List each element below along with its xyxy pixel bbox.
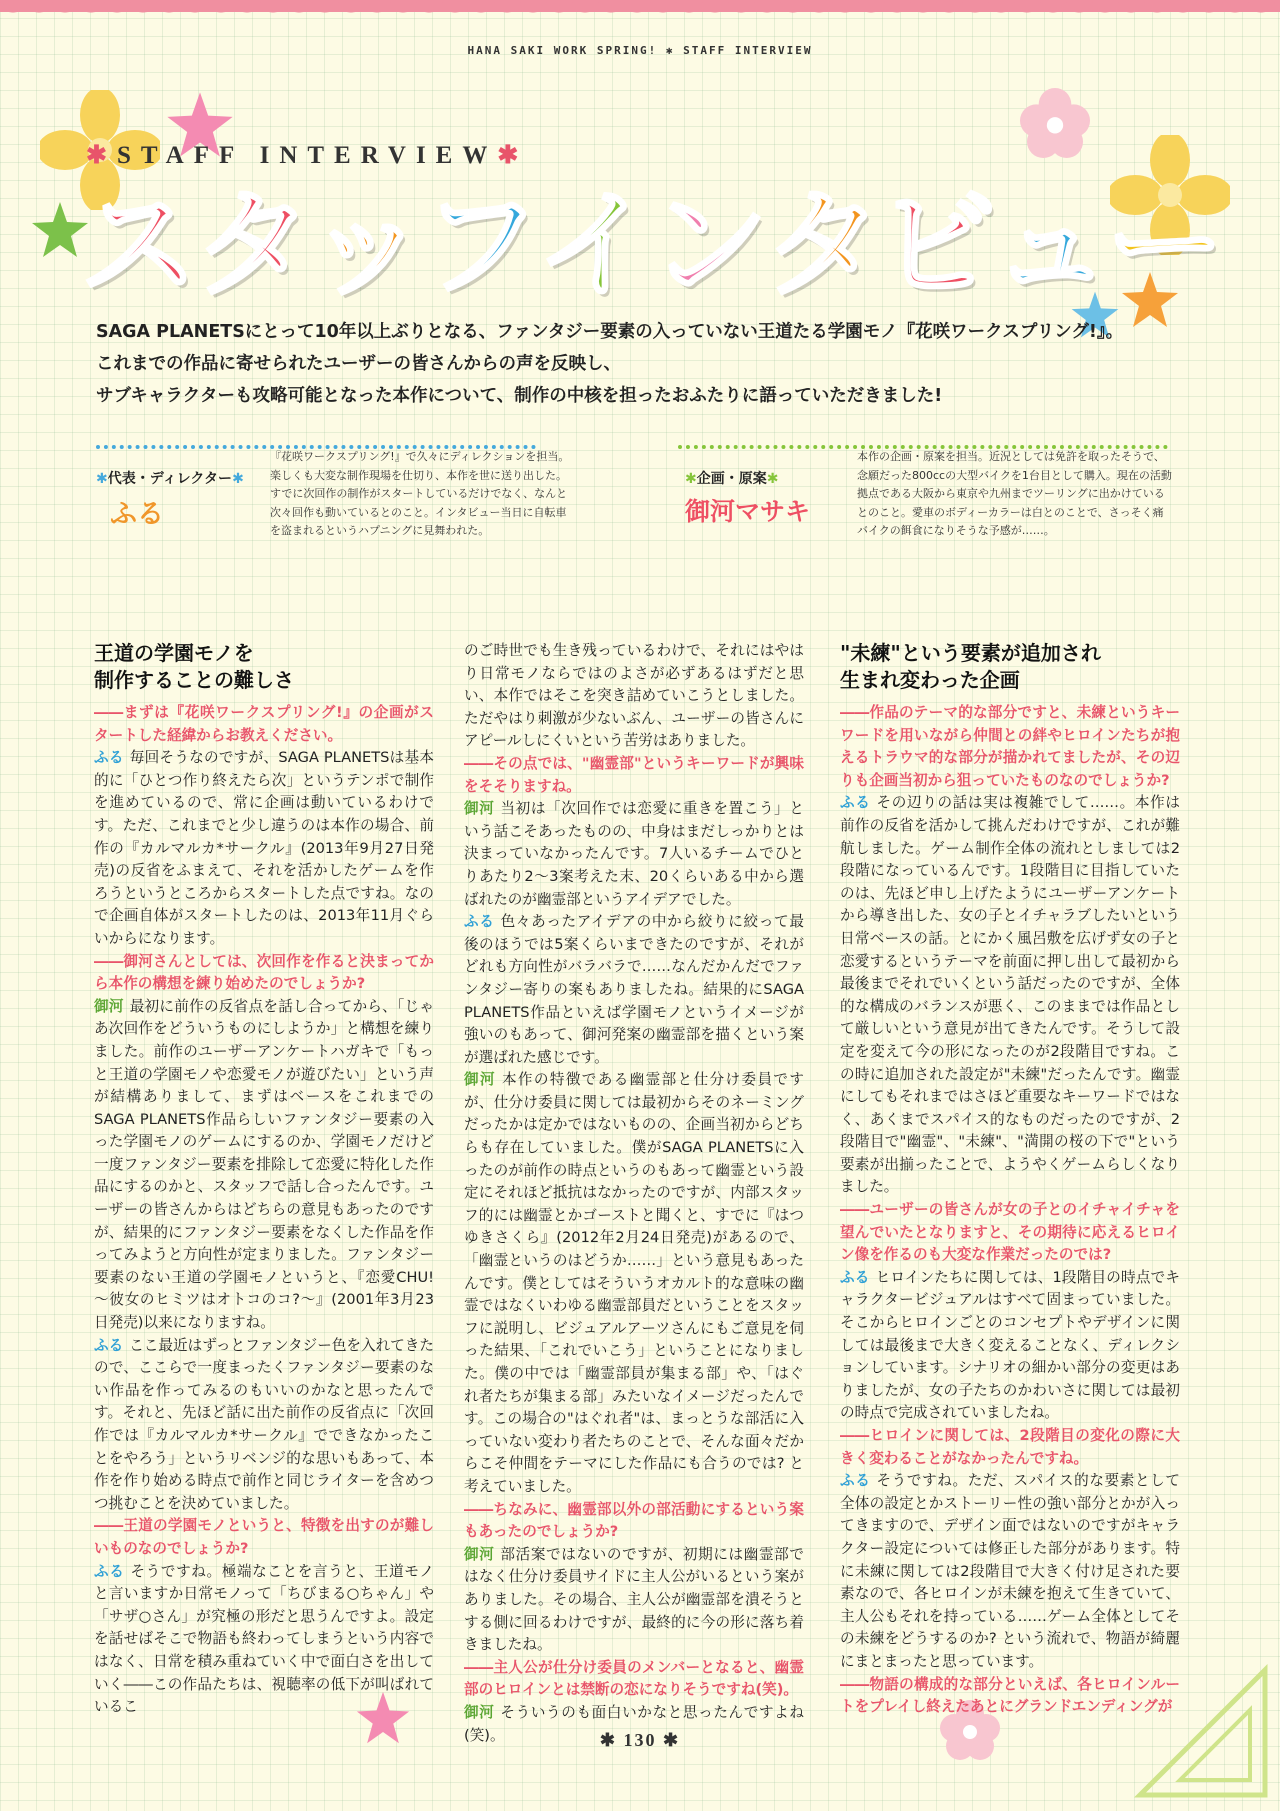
page-title bbox=[80, 170, 1220, 320]
answer-paragraph: ふる 色々あったアイデアの中から絞りに絞って最後のほうでは5案くらいまできたのですが、それがどれも方向性がバラバラで……なんだかんだでファンタジー寄りの案もありましたね。結果的にSAGA PLANETS作品といえば学園モノというイメージが強いのもあって、御河発案の幽霊部を描くという案が選ばれた感じです。 bbox=[464, 913, 804, 1066]
answer-paragraph: のご時世でも生き残っているわけで、それにはやはり日常モノならではのよさが必ずあるはずだと思い、本作ではそこを突き詰めていこうとしました。ただやはり刺激が少ないぶん、ユーザーの皆さんにアピールしにくいという苦労はありました。 bbox=[464, 642, 804, 750]
profile-name: ふる bbox=[110, 499, 164, 530]
interviewer-question: ――主人公が仕分け委員のメンバーとなると、幽霊部のヒロインとは禁断の恋になりそうですね(笑)。 bbox=[464, 1658, 804, 1699]
interviewer-question: ――ユーザーの皆さんが女の子とのイチャイチャを望んでいたとなりますと、その期待に応えるヒロイン像を作るのも大変な作業だったのでは? bbox=[840, 1201, 1180, 1264]
answer-paragraph: ふる そうですね。ただ、スパイス的な要素として全体の設定とかストーリー性の強い部分とかが入ってきますので、デザイン面ではないのですがキャラクター設定については修正した部分があります。特に未練に関しては2段階目で大きく付け足された要素なので、各ヒロインが未練を抱えて生きていて、主人公もそれを持っている……ゲーム全体としてその未練をどうするのか? という流れで、物語が綺麗にまとまったと思っています。 bbox=[840, 1472, 1180, 1670]
title-char: ュ bbox=[992, 176, 1107, 314]
title-char: フ bbox=[422, 176, 537, 314]
answer-paragraph: 御河 部活案ではないのですが、初期には幽霊部ではなく仕分け委員サイドに主人公がいるという案がありました。その場合、主人公が幽霊部を潰そうとする側に回るわけですが、最終的に今の形に落ち着きましたね。 bbox=[464, 1545, 804, 1654]
lead-line: SAGA PLANETSにとって10年以上ぶりとなる、ファンタジー要素の入っていない王道たる学園モノ『花咲ワークスプリング!』。 bbox=[96, 322, 1124, 342]
answer-paragraph: 御河 本作の特徴である幽霊部と仕分け委員ですが、仕分け委員に関しては最初からそのネーミングだったかは定かではないものの、企画当初からどちらも存在していました。僕がSAGA PLANETSに入ったのが前作の時点というのもあって幽霊という設定にそれほど抵抗はなかったのですが、内部スタッフ的には幽霊とかゴーストと聞くと、すでに『はつゆきさくら』(2012年2月24日発売)があるので、「幽霊というのはどうか……」という意見もあったんです。僕としてはそういうオカルト的な意味の幽霊ではなくいわゆる幽霊部員だということをスタッフに説明し、ビジュアルアーツさんにもご意見を伺った結果、「これでいこう」ということになりました。僕の中では「幽霊部員が集まる部」や、「はぐれ者たちが集まる部」みたいなイメージだったんです。この場合の"はぐれ者"は、まっとうな部活に入っていない変わり者たちのことで、そんな面々だからこそ仲間をテーマにした作品にも合うのでは? と考えていました。 bbox=[464, 1071, 804, 1495]
interviewer-question: ――王道の学園モノというと、特徴を出すのが難しいものなのでしょうか? bbox=[94, 1517, 434, 1557]
title-char: ッ bbox=[308, 176, 423, 314]
answer-paragraph: ふる ここ最近はずっとファンタジー色を入れてきたので、ここらで一度まったくファンタジー要素のない作品を作ってみるのもいいのかなと思ったんです。それと、先ほど話に出た前作の反省点に「次回作では『カルマルカ*サークル』でできなかったことをやろう」というリベンジ的な思いもあって、本作を作り始める時点で前作と同じライターを含めつつ挑むことを決めていました。 bbox=[94, 1336, 434, 1512]
answer-paragraph: 御河 最初に前作の反省点を話し合ってから、「じゃあ次回作をどういうものにしようか」と構想を練りました。前作のユーザーアンケートハガキで「もっと王道の学園モノや恋愛モノが遊びたい」という声が結構ありまして、まずはベースをこれまでのSAGA PLANETS作品らしいファンタジー要素の入った学園モノのゲームにするのか、学園モノだけど一度ファンタジー要素を排除して恋愛に特化した作品にするのかと、スタッフで話し合ったんです。ユーザーの皆さんからはどちらの意見もあったのですが、結果的にファンタジー要素をなくした作品を作ってみようと方向性が定まりました。ファンタジー要素のない王道の学園モノというと、『恋愛CHU! ～彼女のヒミツはオトコのコ?～』(2001年3月23日発売)以来になりますね。 bbox=[94, 997, 434, 1332]
title-char: ス bbox=[80, 176, 195, 314]
flower-decoration bbox=[1020, 88, 1090, 158]
top-scallop bbox=[0, 0, 1280, 26]
running-head: HANA SAKI WORK SPRING! ✱ STAFF INTERVIEW bbox=[467, 44, 813, 57]
asterisk-icon: ✱ bbox=[497, 142, 529, 169]
title-char: ー bbox=[1106, 176, 1221, 314]
asterisk-icon: ✱ bbox=[86, 142, 117, 169]
article-column-3 bbox=[840, 640, 1180, 1719]
title-char: ン bbox=[650, 176, 765, 314]
answer-paragraph: ふる そうですね。極端なことを言うと、王道モノと言いますか日常モノって「ちびまる○ちゃん」や「サザ○さん」が究極の形だと思うんですよ。設定を話せばそこで物語も終わってしまうという内容ではなく、日常を積み重ねていく中で面白さを出していく――この作品たちは、視聴率の低下が叫ばれているこ bbox=[94, 1562, 434, 1716]
interviewer-question: ――ヒロインに関しては、2段階目の変化の際に大きく変わることがなかったんですね。 bbox=[840, 1427, 1180, 1467]
answer-paragraph: ふる ヒロインたちに関しては、1段階目の時点でキャラクタービジュアルはすべて固まっていました。そこからヒロインごとのコンセプトやデザインに関しては最後まで大きく変えることなく、ディレクションしています。シナリオの細かい部分の変更はありましたが、女の子たちのかわいさに関しては最初の時点で完成されていましたね。 bbox=[840, 1268, 1180, 1422]
interviewer-question: ――その点では、"幽霊部"というキーワードが興味をそそりますね。 bbox=[464, 754, 804, 795]
title-char: タ bbox=[194, 176, 309, 314]
page-number: ✱ 130 ✱ bbox=[599, 1730, 681, 1750]
answer-paragraph: 御河 そういうのも面白いかなと思ったんですよね(笑)。 bbox=[464, 1703, 804, 1744]
article-column-2 bbox=[464, 640, 804, 1747]
title-char: タ bbox=[764, 176, 879, 314]
profile-role: ✱代表・ディレクター✱ bbox=[96, 471, 244, 487]
profile-description: 『花咲ワークスプリング!』で久々にディレクションを担当。楽しくも大変な制作現場を仕切り、本作を世に送り出した。すでに次回作の制作がスタートしているだけでなく、なんと次々回作も動いているとのこと。インタビュー当日に自転車を盗まれるというハプニングに見舞われた。 bbox=[270, 450, 570, 537]
profile-description: 本作の企画・原案を担当。近況としては免許を取ったそうで、念願だった800ccの大型バイクを1台目として購入。現在の活動拠点である大阪から東京や九州までツーリングに出かけているとのこと。愛車のボディーカラーは白とのことで、さっそく痛バイクの餌食になりそうな予感が……。 bbox=[857, 450, 1172, 537]
interviewer-question: ――物語の構成的な部分といえば、各ヒロインルートをプレイし終えたあとにグランドエンディングが bbox=[840, 1675, 1180, 1716]
profile-name: 御河マサキ bbox=[685, 497, 811, 526]
interviewer-question: ――作品のテーマ的な部分ですと、未練というキーワードを用いながら仲間との絆やヒロインたちが抱えるトラウマ的な部分が描かれてましたが、その辺りも企画当初から狙っていたものなのでしょうか? bbox=[840, 704, 1180, 789]
answer-paragraph: ふる その辺りの話は実は複雑でして……。本作は前作の反省を活かして挑んだわけですが、これが難航しました。ゲーム制作全体の流れとしましては2段階になっているんです。1段階目に目指していたのは、先ほど申し上げたようにユーザーアンケートから導き出した、女の子とイチャラブしたいという日常ベースの話。とにかく風呂敷を広げず女の子と恋愛するというテーマを前面に押し出して最初から最後までそれでいくという話だったのですが、全体的な構成のバランスが悪く、このままでは作品として厳しいという意見が出てきたんです。そうして設定を変えて今の形になったのが2段階目ですね。この時に追加された設定が"未練"だったんです。幽霊にしてもそれまではさほど重要なキーワードではなく、あくまでスパイス的なものだったのですが、2段階目で"幽霊"、"未練"、"満開の桜の下で"という要素が出揃ったことで、ようやくゲームらしくなりました。 bbox=[840, 794, 1180, 1196]
lead-line: これまでの作品に寄せられたユーザーの皆さんからの声を反映し、 bbox=[96, 354, 621, 374]
interviewer-question: ――御河さんとしては、次回作を作ると決まってから本作の構想を練り始めたのでしょうか? bbox=[94, 952, 434, 993]
title-char: ビ bbox=[878, 176, 993, 314]
kicker bbox=[86, 140, 528, 170]
section-heading: 王道の学園モノを 制作することの難しさ bbox=[94, 641, 294, 692]
kicker-text: STAFF INTERVIEW bbox=[116, 142, 498, 169]
profile-role: ✱企画・原案✱ bbox=[685, 471, 779, 487]
lead-paragraph bbox=[96, 316, 1196, 412]
answer-paragraph: 御河 当初は「次回作では恋愛に重きを置こう」という話こそあったものの、中身はまだしっかりとは決まっていなかったんです。7人いるチームでひとりあたり2～3案考えた末、20くらいある中から選ばれたのが幽霊部というアイデアでした。 bbox=[464, 800, 804, 908]
title-char: イ bbox=[536, 176, 651, 314]
interviewer-question: ――ちなみに、幽霊部以外の部活動にするという案もあったのでしょうか? bbox=[464, 1500, 804, 1541]
lead-line: サブキャラクターも攻略可能となった本作について、制作の中核を担ったおふたりに語っていただきました! bbox=[96, 386, 943, 406]
answer-paragraph: ふる 毎回そうなのですが、SAGA PLANETSは基本的に「ひとつ作り終えたら次」というテンポで制作を進めているので、常に企画は動いているわけです。ただ、これまでと少し違うのは本作の場合、前作の『カルマルカ*サークル』(2013年9月27日発売)の反省をふまえて、それを活かしたゲームを作ろうというところからスタートした点ですね。なので企画自体がスタートしたのは、2013年11月ぐらいからになります。 bbox=[94, 749, 434, 947]
interviewer-question: ――まずは『花咲ワークスプリング!』の企画がスタートした経緯からお教えください。 bbox=[94, 704, 434, 744]
article-column-1 bbox=[94, 640, 434, 1719]
section-heading: "未練"という要素が追加され 生まれ変わった企画 bbox=[840, 641, 1101, 692]
